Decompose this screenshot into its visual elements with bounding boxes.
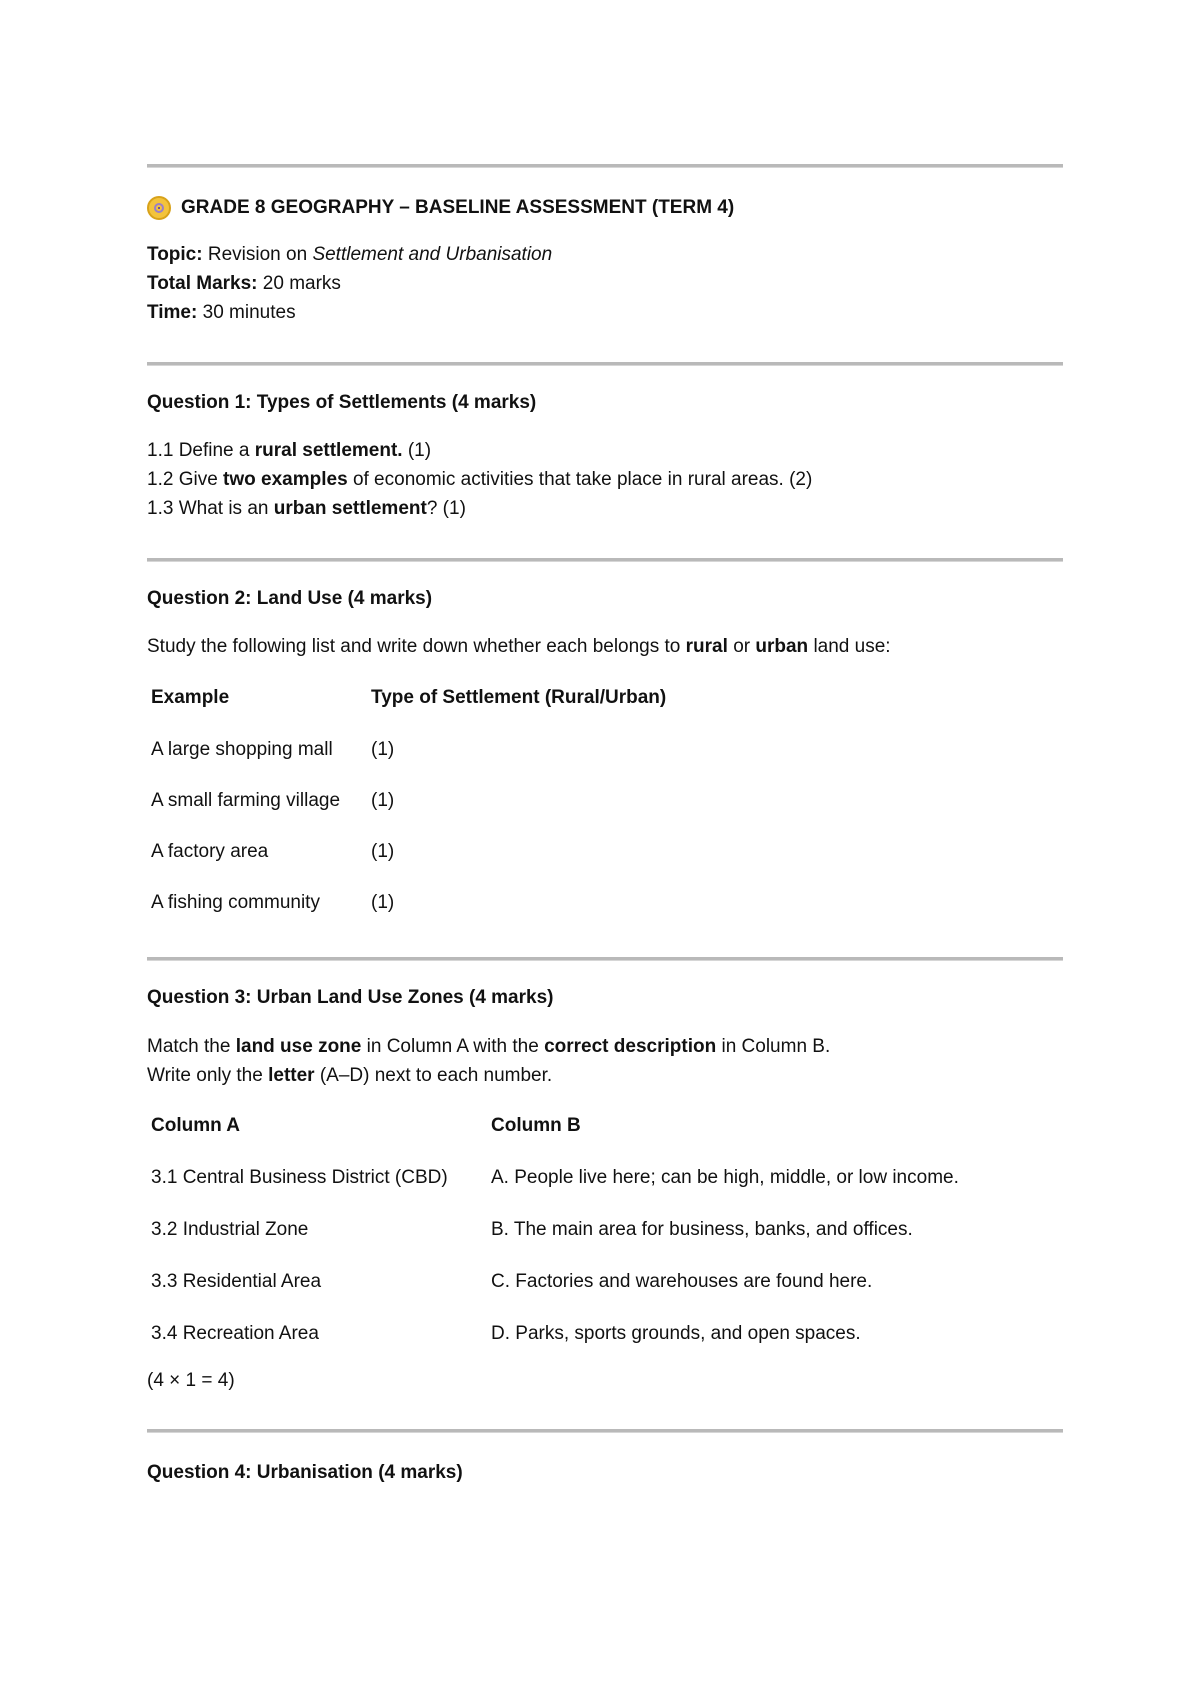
question-1-item: 1.3 What is an urban settlement? (1): [147, 498, 466, 519]
question-2-instruction: Study the following list and write down whether each belongs to rural or urban land use:: [147, 636, 891, 657]
column-a-cell: 3.1 Central Business District (CBD): [151, 1167, 448, 1188]
column-b-cell: B. The main area for business, banks, and offices.: [491, 1219, 913, 1240]
mark-cell: (1): [371, 738, 395, 760]
document-page: [147, 0, 1063, 1696]
column-header: Column B: [491, 1115, 581, 1136]
total-marks-line: Total Marks: 20 marks: [147, 273, 341, 294]
mark-cell: (1): [371, 840, 395, 862]
column-header: Example: [151, 687, 230, 708]
table-header-row: [147, 1100, 963, 1152]
topic-line: Topic: Revision on Settlement and Urbanisation: [147, 244, 553, 265]
column-b-cell: C. Factories and warehouses are found here.: [491, 1271, 873, 1292]
question-3-title: Question 3: Urban Land Use Zones (4 marks): [147, 987, 554, 1008]
horizontal-rule: [147, 558, 1063, 562]
question-3-instruction: Write only the letter (A–D) next to each number.: [147, 1065, 553, 1086]
table-row: [147, 877, 670, 928]
column-a-cell: 3.4 Recreation Area: [151, 1323, 319, 1344]
table-header-row: [147, 672, 670, 724]
column-header: Type of Settlement (Rural/Urban): [371, 687, 667, 708]
question-2-title: Question 2: Land Use (4 marks): [147, 588, 433, 609]
horizontal-rule: [147, 957, 1063, 961]
table-row: [147, 1308, 963, 1360]
assessment-title: GRADE 8 GEOGRAPHY – BASELINE ASSESSMENT (TERM 4): [147, 196, 734, 220]
question-1-item: 1.2 Give two examples of economic activities that take place in rural areas. (2): [147, 469, 813, 490]
horizontal-rule: [147, 1429, 1063, 1433]
column-a-cell: 3.2 Industrial Zone: [151, 1219, 309, 1240]
example-cell: A fishing community: [151, 891, 320, 913]
column-b-cell: A. People live here; can be high, middle, or low income.: [491, 1167, 959, 1188]
mark-cell: (1): [371, 891, 395, 913]
table-row: [147, 724, 670, 775]
question-3-marks-footer: (4 × 1 = 4): [147, 1370, 235, 1391]
table-row: [147, 775, 670, 826]
example-cell: A small farming village: [151, 789, 341, 811]
question-4-title: Question 4: Urbanisation (4 marks): [147, 1462, 463, 1483]
question-1-title: Question 1: Types of Settlements (4 marks): [147, 392, 537, 413]
example-cell: A factory area: [151, 840, 269, 862]
land-use-table: [147, 672, 670, 928]
column-a-cell: 3.3 Residential Area: [151, 1271, 322, 1292]
horizontal-rule: [147, 362, 1063, 366]
compass-icon: [147, 196, 171, 220]
question-3-instruction: Match the land use zone in Column A with the correct description in Column B.: [147, 1036, 831, 1057]
example-cell: A large shopping mall: [151, 738, 333, 760]
table-row: [147, 1152, 963, 1204]
time-line: Time: 30 minutes: [147, 302, 296, 323]
mark-cell: (1): [371, 789, 395, 811]
table-row: [147, 826, 670, 877]
horizontal-rule: [147, 164, 1063, 168]
column-header: Column A: [151, 1115, 241, 1136]
column-b-cell: D. Parks, sports grounds, and open spaces.: [491, 1323, 861, 1344]
table-row: [147, 1256, 963, 1308]
table-row: [147, 1204, 963, 1256]
matching-table: [147, 1100, 963, 1360]
question-1-item: 1.1 Define a rural settlement. (1): [147, 440, 432, 461]
